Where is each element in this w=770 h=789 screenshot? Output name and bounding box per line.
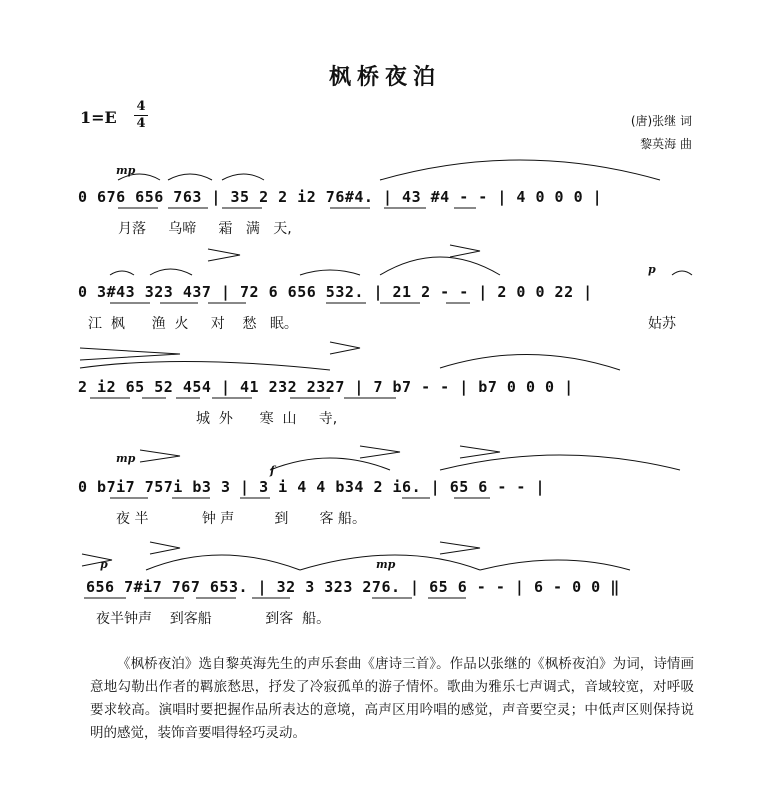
- notation-line: 2 i2 65 52 454 | 41 232 2327 | 7 b7 - - | b7 0 0 0 |: [78, 378, 574, 396]
- lyrics-line: 夜 半 钟 声 到 客 船。: [116, 511, 366, 527]
- score-system-4: [0, 440, 770, 540]
- lyrics-line: 夜半钟声 到客船 到客 船。: [96, 611, 331, 627]
- lyrics-line: 月落 乌啼 霜 满 天,: [118, 221, 292, 237]
- score-system-2: [0, 245, 770, 345]
- dynamic-mark: f: [270, 464, 275, 477]
- score-system-1: [0, 150, 770, 250]
- lyrics-line: 江 枫 渔 火 对 愁 眠。: [88, 316, 298, 332]
- key-signature: 1=E: [80, 108, 117, 127]
- song-title: 枫桥夜泊: [328, 65, 441, 90]
- lyrics-line: 城 外 寒 山 寺,: [196, 411, 338, 427]
- description-paragraph: 《枫桥夜泊》选自黎英海先生的声乐套曲《唐诗三首》。作品以张继的《枫桥夜泊》为词，诗情画意地勾勒出作者的羁旅愁思，抒发了冷寂孤单的游子情怀。歌曲为雅乐七声调式，音域较宽，对呼吸要求较高。演唱时要把握作品所表达的意境，高声区用吟唱的感觉，声音要空灵；中低声区则保持说明的感觉，装饰音要唱得轻巧灵动。: [90, 656, 694, 741]
- dynamic-mark: p: [100, 558, 108, 571]
- meter-top: 4: [136, 99, 146, 114]
- dynamic-mark: mp: [116, 452, 136, 465]
- dynamic-mark: p: [648, 263, 656, 276]
- composer-credit: 黎英海 曲: [640, 137, 692, 151]
- lyrics-line-end: 姑苏: [648, 316, 676, 332]
- meter-bottom: 4: [136, 116, 146, 131]
- dynamic-mark: mp: [376, 558, 396, 571]
- dynamic-mark: mp: [116, 164, 136, 177]
- notation-line: 0 3#43 323 437 | 72 6 656 532. | 21 2 - - | 2 0 0 22 |: [78, 283, 593, 301]
- notation-line: 0 676 656 763 | 35 2 2 i2 76#4. | 43 #4 - - | 4 0 0 0 |: [78, 188, 603, 206]
- score-system-3: [0, 340, 770, 440]
- notation-line: 656 7#i7 767 653. | 32 3 323 276. | 65 6 - - | 6 - 0 0 ‖: [86, 578, 620, 596]
- time-signature: [131, 100, 151, 131]
- notation-line: 0 b7i7 757i b3 3 | 3 i 4 4 b34 2 i6. | 65 6 - - |: [78, 478, 546, 496]
- score-system-5: [0, 540, 770, 640]
- lyricist-credit: (唐)张继 词: [630, 114, 692, 128]
